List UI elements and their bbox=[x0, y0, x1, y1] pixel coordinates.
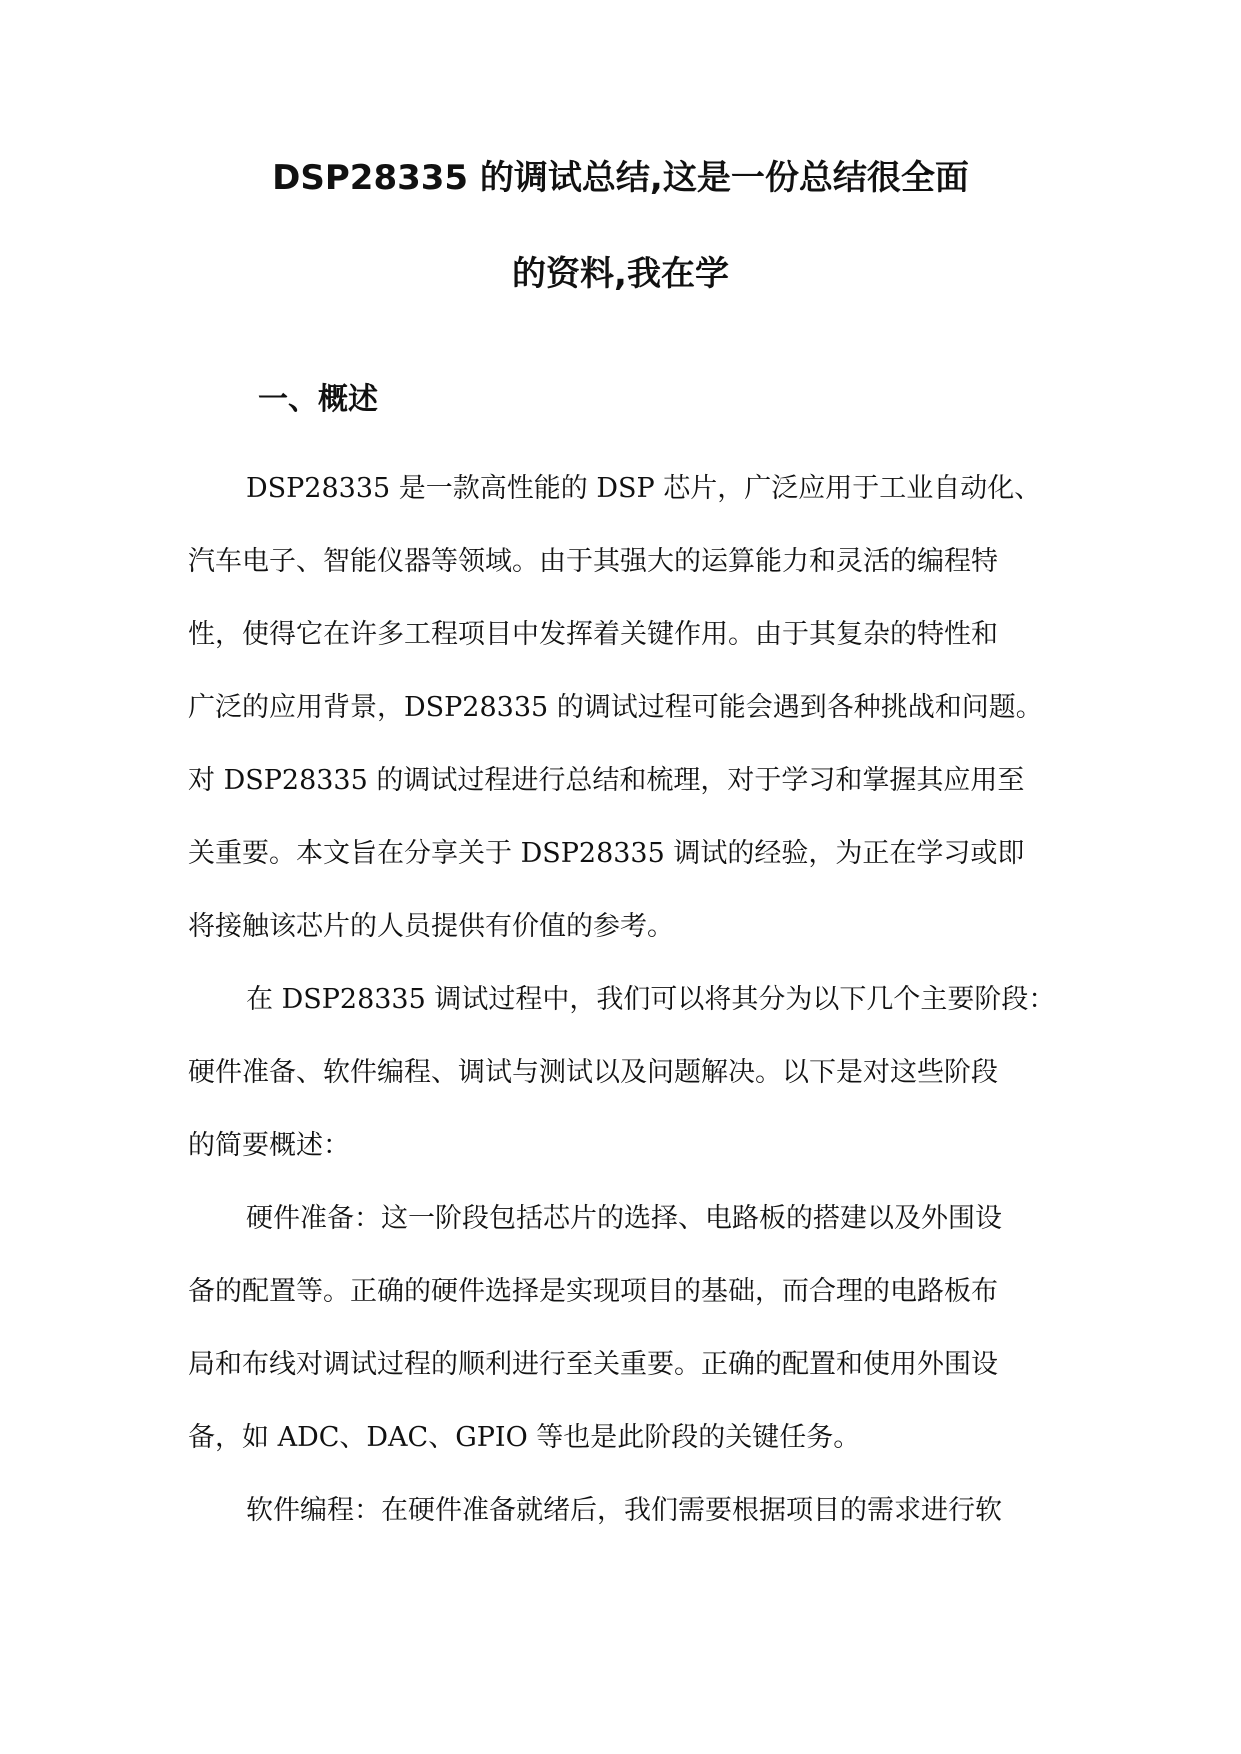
paragraph-line: 将接触该芯片的人员提供有价值的参考。 bbox=[188, 911, 674, 942]
paragraph-line: 的简要概述： bbox=[188, 1130, 350, 1161]
paragraph-line: 广泛的应用背景，DSP28335 的调试过程可能会遇到各种挑战和问题。 bbox=[188, 692, 1043, 723]
paragraph-line: DSP28335 是一款高性能的 DSP 芯片，广泛应用于工业自动化、 bbox=[246, 473, 1042, 504]
paragraph-line: 局和布线对调试过程的顺利进行至关重要。正确的配置和使用外围设 bbox=[188, 1349, 998, 1380]
document-title-line-2: 的资料,我在学 bbox=[512, 254, 729, 294]
paragraph-line: 对 DSP28335 的调试过程进行总结和梳理，对于学习和掌握其应用至 bbox=[188, 765, 1025, 796]
paragraph-line: 硬件准备：这一阶段包括芯片的选择、电路板的搭建以及外围设 bbox=[246, 1203, 1002, 1234]
paragraph-line: 关重要。本文旨在分享关于 DSP28335 调试的经验，为正在学习或即 bbox=[188, 838, 1025, 869]
paragraph-line: 性，使得它在许多工程项目中发挥着关键作用。由于其复杂的特性和 bbox=[188, 619, 998, 650]
paragraph-line: 软件编程：在硬件准备就绪后，我们需要根据项目的需求进行软 bbox=[246, 1495, 1002, 1526]
paragraph-line: 备，如 ADC、DAC、GPIO 等也是此阶段的关键任务。 bbox=[188, 1422, 861, 1453]
paragraph-line: 备的配置等。正确的硬件选择是实现项目的基础，而合理的电路板布 bbox=[188, 1276, 998, 1307]
paragraph-line: 汽车电子、智能仪器等领域。由于其强大的运算能力和灵活的编程特 bbox=[188, 546, 998, 577]
section-heading: 一、概述 bbox=[258, 382, 378, 417]
paragraph-line: 硬件准备、软件编程、调试与测试以及问题解决。以下是对这些阶段 bbox=[188, 1057, 998, 1088]
document-title-line-1: DSP28335 的调试总结,这是一份总结很全面 bbox=[272, 158, 969, 198]
paragraph-line: 在 DSP28335 调试过程中，我们可以将其分为以下几个主要阶段： bbox=[246, 984, 1056, 1015]
